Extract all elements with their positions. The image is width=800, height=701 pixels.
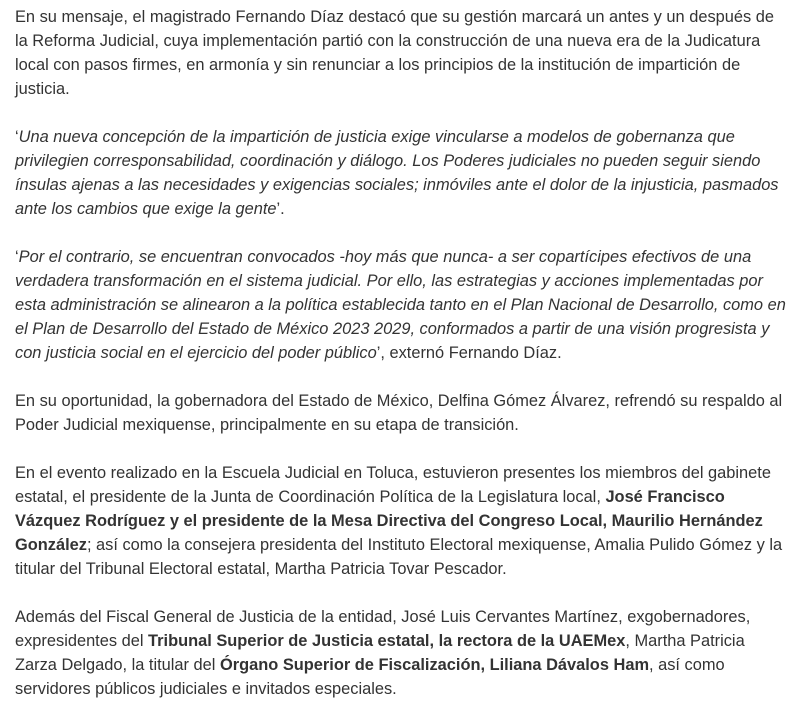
paragraph-other-attendees	[15, 605, 786, 701]
attendees-highlight: José Francisco Vázquez Rodríguez y el presidente de la Mesa Directiva del Congreso Local, Maurilio Hernández González	[15, 488, 763, 554]
attendees-text: Además del Fiscal General de Justicia de la entidad, José Luis Cervantes Martínez, exgobernadores, expresidentes del	[15, 608, 751, 650]
quote-open-mark: ‘	[15, 248, 19, 266]
attendees-text: , Martha Patricia Zarza Delgado, la titular del	[15, 632, 745, 674]
governance-quote: Una nueva concepción de la impartición de justicia exige vincularse a modelos de gobernanza que privilegien corresponsabilidad, coordinación y diálogo. Los Poderes judiciales no pueden seguir siendo ínsulas ajenas a las necesidades y exigencias sociales; inmóviles ante el dolor de la injusticia, pasmados ante los cambios que exige la gente	[15, 128, 779, 218]
transformation-quote: Por el contrario, se encuentran convocados -hoy más que nunca- a ser copartícipes efectivos de una verdadera transformación en el sistema judicial. Por ello, las estrategias y acciones implementadas por esta administración se alinearon a la política establecida tanto en el Plan Nacional de Desarrollo, como en el Plan de Desarrollo del Estado de México 2023 2029, conformados a partir de una visión progresista y con justicia social en el ejercicio del poder público	[15, 248, 786, 362]
paragraph-governance-quote	[15, 125, 786, 221]
attendees-text: En el evento realizado en la Escuela Judicial en Toluca, estuvieron presentes los miembros del gabinete estatal, el presidente de la Junta de Coordinación Política de la Legislatura local,	[15, 464, 771, 506]
paragraph-governor-support: En su oportunidad, la gobernadora del Estado de México, Delfina Gómez Álvarez, refrendó su respaldo al Poder Judicial mexiquense, principalmente en su etapa de transición.	[15, 392, 783, 434]
quote-close-mark: ’.	[276, 200, 285, 218]
fiscalizacion-highlight: Órgano Superior de Fiscalización, Liliana Dávalos Ham	[220, 656, 650, 674]
attendees-text: , así como servidores públicos judiciales e invitados especiales.	[15, 656, 725, 698]
attendees-text: ; así como la consejera presidenta del Instituto Electoral mexiquense, Amalia Pulido Gómez y la titular del Tribunal Electoral estatal, Martha Patricia Tovar Pescador.	[15, 536, 783, 578]
paragraph-judicial-reform: En su mensaje, el magistrado Fernando Díaz destacó que su gestión marcará un antes y un después de la Reforma Judicial, cuya implementación partió con la construcción de una nueva era de la Judicatura local con pasos firmes, en armonía y sin renunciar a los principios de la institución de impartición de justicia.	[15, 8, 774, 98]
paragraph-transformation-quote	[15, 245, 786, 365]
paragraph-event-attendees	[15, 461, 786, 581]
quote-attribution: ’, externó Fernando Díaz.	[376, 344, 562, 362]
tribunal-highlight: Tribunal Superior de Justicia estatal, la rectora de la UAEMex	[148, 632, 626, 650]
quote-open-mark: ‘	[15, 128, 19, 146]
